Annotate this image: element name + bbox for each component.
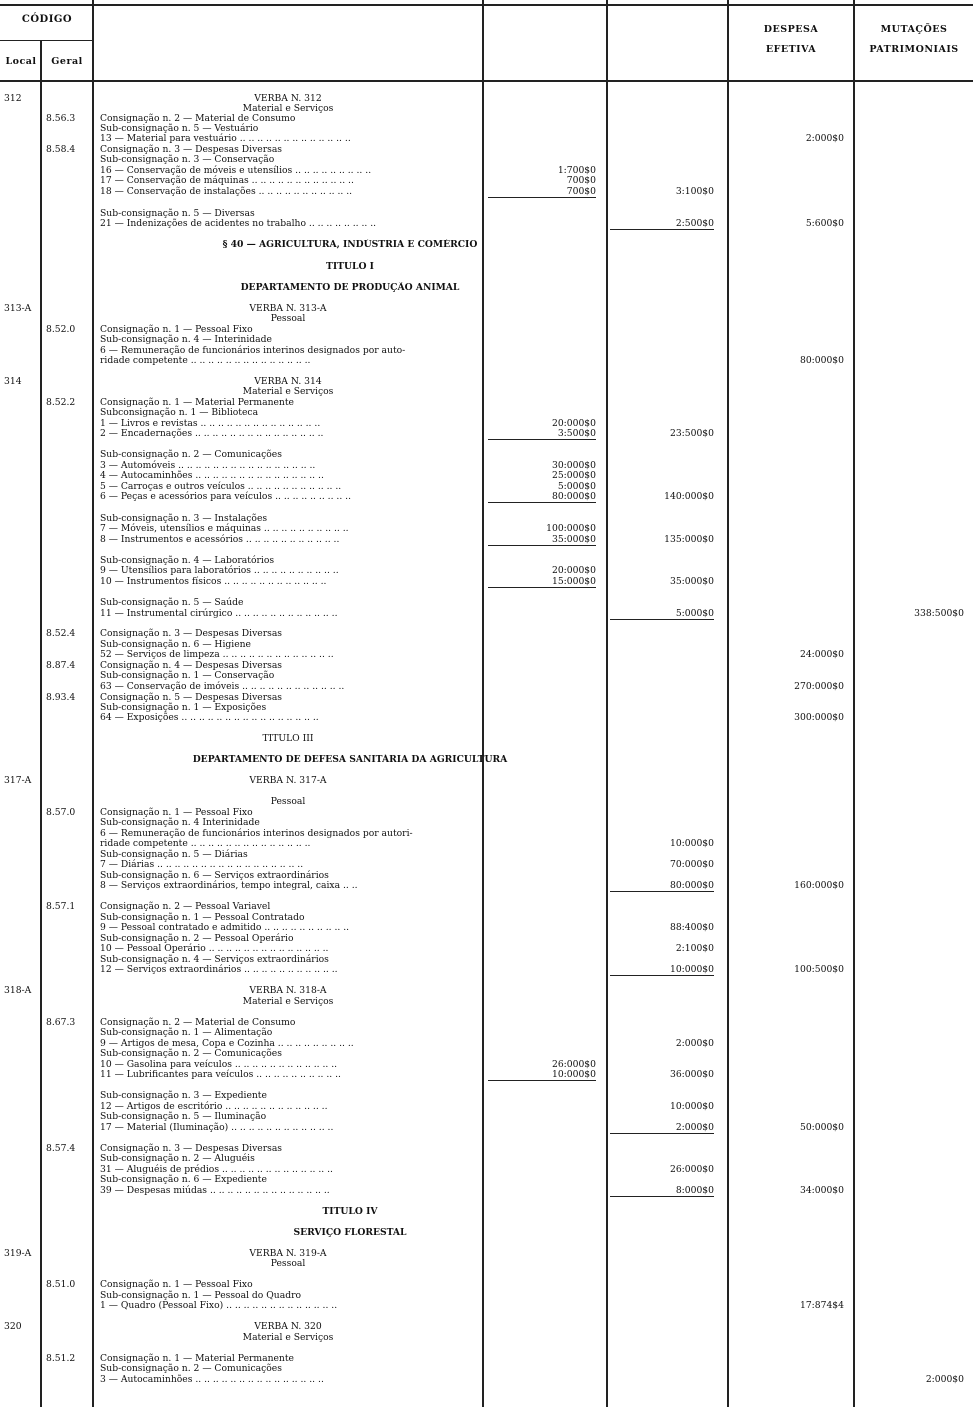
row-description: 1 — Quadro (Pessoal Fixo) .. .. .. .. .. .. .. .. .. .. .. .. .. [100,1300,338,1311]
row-description: Consignação n. 1 — Pessoal Fixo [100,324,253,335]
ledger-row [0,1185,973,1196]
codigo-geral: 8.52.0 [46,324,76,335]
ledger-row [0,154,973,165]
codigo-local: 320 [4,1321,22,1332]
amount-partial: 20:000$0 [551,418,596,429]
row-description: Material e Serviços [242,386,334,397]
row-description: Consignação n. 1 — Pessoal Fixo [100,807,253,818]
row-description: Sub-consignação n. 5 — Diárias [100,849,248,860]
amount-subtotal: 3:100$0 [675,186,714,197]
ledger-row [0,1111,973,1122]
row-description: 3 — Automóveis .. .. .. .. .. .. .. .. .. .. .. .. .. .. .. .. [100,460,316,471]
amount-partial: 26:000$0 [551,1059,596,1070]
ledger-row [0,386,973,397]
ledger-row [0,712,973,723]
amount-subtotal: 88:400$0 [669,922,714,933]
amount-subtotal: 23:500$0 [669,428,714,439]
row-description: Pessoal [270,1258,306,1269]
row-description: 9 — Utensílios para laboratórios .. .. .. .. .. .. .. .. .. .. [100,565,339,576]
row-description: SERVIÇO FLORESTAL [293,1227,407,1238]
amount-subtotal: 135:000$0 [664,534,714,545]
amount-subtotal: 10:000$0 [669,838,714,849]
row-description: 8 — Instrumentos e acessórios .. .. .. .. .. .. .. .. .. .. .. [100,534,340,545]
codigo-local: 313-A [4,303,32,314]
row-description: 7 — Diárias .. .. .. .. .. .. .. .. .. .. .. .. .. .. .. .. .. [100,859,304,870]
amount-subtotal: 5:000$0 [610,608,714,620]
row-description: 4 — Autocaminhões .. .. .. .. .. .. .. .. .. .. .. .. .. .. .. [100,470,324,481]
row-description: 13 — Material para vestuário .. .. .. .. .. .. .. .. .. .. .. .. .. [100,133,351,144]
row-description: 11 — Instrumental cirúrgico .. .. .. .. .. .. .. .. .. .. .. .. [100,608,338,619]
amount-despesa-efetiva: 24:000$0 [799,649,844,660]
row-description: VERBA N. 320 [254,1321,322,1332]
codigo-geral: 8.52.2 [46,397,76,408]
ledger-row [0,901,973,912]
amount-subtotal: 2:000$0 [675,1038,714,1049]
row-description: VERBA N. 312 [254,93,322,104]
ledger-row [0,449,973,460]
row-description: Consignação n. 4 — Despesas Diversas [100,660,283,671]
amount-despesa-efetiva: 5:600$0 [805,218,844,229]
codigo-geral: 8.93.4 [46,692,76,703]
row-description: Pessoal [270,313,306,324]
row-description: 8 — Serviços extraordinários, tempo integral, caixa .. .. [100,880,358,891]
amount-subtotal: 26:000$0 [669,1164,714,1175]
row-description: 11 — Lubrificantes para veículos .. .. .. .. .. .. .. .. .. .. [100,1069,341,1080]
ledger-row [0,1153,973,1164]
ledger-row [0,186,973,197]
row-description: Sub-consignação n. 5 — Diversas [100,208,255,219]
row-description: 9 — Pessoal contratado e admitido .. .. .. .. .. .. .. .. .. .. [100,922,350,933]
row-description: 9 — Artigos de mesa, Copa e Cozinha .. .. .. .. .. .. .. .. .. [100,1038,354,1049]
row-description: TITULO III [262,733,314,744]
codigo-local: 319-A [4,1248,32,1259]
ledger-row [0,282,973,293]
row-description: VERBA N. 318-A [249,985,327,996]
amount-subtotal: 2:000$0 [610,1122,714,1134]
ledger-row [0,523,973,534]
amount-subtotal: 2:500$0 [610,218,714,230]
amount-despesa-efetiva: 100:500$0 [794,964,844,975]
row-description: Sub-consignação n. 3 — Conservação [100,154,275,165]
header-codigo: CÓDIGO [21,14,73,25]
row-description: 17 — Material (Iluminação) .. .. .. .. .. .. .. .. .. .. .. .. [100,1122,334,1133]
row-description: Sub-consignação n. 6 — Expediente [100,1174,267,1185]
row-description: DEPARTAMENTO DE PRODUÇÃO ANIMAL [240,282,460,293]
codigo-geral: 8.57.4 [46,1143,76,1154]
row-description: 7 — Móveis, utensílios e máquinas .. .. .. .. .. .. .. .. .. .. [100,523,349,534]
amount-partial: 700$0 [488,186,596,198]
row-description: Sub-consignação n. 4 — Laboratórios [100,555,275,566]
row-description: 63 — Conservação de imóveis .. .. .. .. .. .. .. .. .. .. .. .. [100,681,345,692]
ledger-row [0,649,973,660]
row-description: Subconsignação n. 1 — Biblioteca [100,407,259,418]
row-description: Consignação n. 2 — Pessoal Variavel [100,901,271,912]
amount-despesa-efetiva: 2:000$0 [805,133,844,144]
amount-subtotal: 36:000$0 [669,1069,714,1080]
codigo-geral: 8.52.4 [46,628,76,639]
row-description: Consignação n. 1 — Material Permanente [100,397,294,408]
row-description: § 40 — AGRICULTURA, INDÚSTRIA E COMÉRCIO [222,239,478,250]
row-description: Sub-consignação n. 2 — Comunicações [100,1048,282,1059]
ledger-row [0,239,973,250]
ledger-row [0,407,973,418]
codigo-geral: 8.51.2 [46,1353,76,1364]
ledger-row [0,534,973,545]
row-description: 39 — Despesas miúdas .. .. .. .. .. .. .. .. .. .. .. .. .. .. [100,1185,330,1196]
row-description: 12 — Serviços extraordinários .. .. .. .. .. .. .. .. .. .. .. [100,964,338,975]
row-description: 10 — Gasolina para veículos .. .. .. .. .. .. .. .. .. .. .. .. [100,1059,338,1070]
amount-partial: 25:000$0 [551,470,596,481]
ledger-row [0,1374,973,1385]
amount-despesa-efetiva: 17:874$4 [799,1300,844,1311]
header-local: Local [5,56,37,67]
row-description: 3 — Autocaminhões .. .. .. .. .. .. .. .. .. .. .. .. .. .. .. [100,1374,324,1385]
amount-partial: 15:000$0 [488,576,596,588]
row-description: Sub-consignação n. 5 — Iluminação [100,1111,267,1122]
amount-subtotal: 140:000$0 [664,491,714,502]
ledger-row [0,985,973,996]
ledger-row [0,1090,973,1101]
ledger-row [0,491,973,502]
row-description: VERBA N. 317-A [249,775,327,786]
ledger-row [0,922,973,933]
ledger-row [0,1279,973,1290]
row-description: Material e Serviços [242,996,334,1007]
header-efetiva: EFETIVA [765,44,817,55]
ledger-row [0,1069,973,1080]
row-description: TITULO IV [322,1206,378,1217]
amount-partial: 5:000$0 [557,481,596,492]
codigo-geral: 8.87.4 [46,660,76,671]
row-description: Sub-consignação n. 1 — Alimentação [100,1027,273,1038]
ledger-row [0,608,973,619]
amount-despesa-efetiva: 300:000$0 [794,712,844,723]
row-description: VERBA N. 313-A [249,303,327,314]
ledger-row [0,1206,973,1217]
amount-partial: 700$0 [566,175,596,186]
ledger-row [0,796,973,807]
row-description: 64 — Exposições .. .. .. .. .. .. .. .. .. .. .. .. .. .. .. .. [100,712,319,723]
amount-despesa-efetiva: 34:000$0 [799,1185,844,1196]
ledger-row [0,175,973,186]
ledger-row [0,1048,973,1059]
ledger-row [0,261,973,272]
amount-partial: 1:700$0 [557,165,596,176]
ledger-row [0,576,973,587]
row-description: Sub-consignação n. 5 — Saúde [100,597,244,608]
amount-subtotal: 2:100$0 [675,943,714,954]
row-description: TITULO I [326,261,374,272]
row-description: 21 — Indenizações de acidentes no trabalho .. .. .. .. .. .. .. .. [100,218,377,229]
ledger-row [0,1363,973,1374]
row-description: Sub-consignação n. 3 — Expediente [100,1090,267,1101]
amount-partial: 10:000$0 [488,1069,596,1081]
row-description: Sub-consignação n. 2 — Pessoal Operário [100,933,294,944]
ledger-row [0,1174,973,1185]
amount-partial: 20:000$0 [551,565,596,576]
ledger-row [0,670,973,681]
row-description: ridade competente .. .. .. .. .. .. .. .. .. .. .. .. .. .. [100,355,311,366]
amount-mutacoes-patrimoniais: 338:500$0 [914,608,964,619]
row-description: 6 — Remuneração de funcionários interinos designados por auto- [100,345,406,356]
row-description: Sub-consignação n. 4 — Serviços extraordinários [100,954,329,965]
ledger-row [0,859,973,870]
ledger-row [0,218,973,229]
codigo-geral: 8.58.4 [46,144,76,155]
amount-partial: 80:000$0 [488,491,596,503]
codigo-geral: 8.67.3 [46,1017,76,1028]
row-description: Sub-consignação n. 1 — Exposições [100,702,267,713]
row-description: 12 — Artigos de escritório .. .. .. .. .. .. .. .. .. .. .. .. [100,1101,328,1112]
row-description: 18 — Conservação de instalações .. .. .. .. .. .. .. .. .. .. .. [100,186,353,197]
ledger-row [0,470,973,481]
ledger-row [0,775,973,786]
row-description: Material e Serviços [242,103,334,114]
row-description: Sub-consignação n. 5 — Vestuário [100,123,259,134]
amount-despesa-efetiva: 160:000$0 [794,880,844,891]
row-description: Sub-consignação n. 1 — Pessoal do Quadro [100,1290,301,1301]
row-description: Material e Serviços [242,1332,334,1343]
ledger-row [0,964,973,975]
amount-partial: 35:000$0 [488,534,596,546]
row-description: Sub-consignação n. 2 — Comunicações [100,449,282,460]
codigo-geral: 8.57.1 [46,901,76,912]
header-geral: Geral [51,56,83,67]
codigo-local: 314 [4,376,22,387]
ledger-row [0,880,973,891]
ledger-row [0,1300,973,1311]
amount-subtotal: 80:000$0 [610,880,714,892]
row-description: 6 — Peças e acessórios para veículos .. .. .. .. .. .. .. .. .. [100,491,352,502]
row-description: 1 — Livros e revistas .. .. .. .. .. .. .. .. .. .. .. .. .. .. [100,418,321,429]
amount-despesa-efetiva: 80:000$0 [799,355,844,366]
ledger-row [0,838,973,849]
ledger-row [0,996,973,1007]
row-description: Consignação n. 3 — Despesas Diversas [100,628,283,639]
codigo-geral: 8.56.3 [46,113,76,124]
row-description: 5 — Carroças e outros veículos .. .. .. .. .. .. .. .. .. .. .. [100,481,342,492]
row-description: 2 — Encadernações .. .. .. .. .. .. .. .. .. .. .. .. .. .. .. [100,428,324,439]
amount-subtotal: 35:000$0 [669,576,714,587]
ledger-row [0,817,973,828]
row-description: Sub-consignação n. 1 — Conservação [100,670,275,681]
codigo-local: 317-A [4,775,32,786]
ledger-row [0,355,973,366]
codigo-local: 318-A [4,985,32,996]
row-description: Consignação n. 5 — Despesas Diversas [100,692,283,703]
row-description: Consignação n. 3 — Despesas Diversas [100,144,283,155]
row-description: VERBA N. 314 [254,376,322,387]
row-description: Sub-consignação n. 4 Interinidade [100,817,260,828]
amount-mutacoes-patrimoniais: 2:000$0 [925,1374,964,1385]
codigo-geral: 8.51.0 [46,1279,76,1290]
row-description: Sub-consignação n. 2 — Comunicações [100,1363,282,1374]
row-description: Sub-consignação n. 6 — Serviços extraordinários [100,870,329,881]
header-mutacoes: MUTAÇÕES [880,24,948,35]
row-description: Sub-consignação n. 4 — Interinidade [100,334,272,345]
ledger-row [0,1332,973,1343]
codigo-local: 312 [4,93,22,104]
row-description: Consignação n. 2 — Material de Consumo [100,1017,296,1028]
ledger-row [0,1258,973,1269]
ledger-row [0,1227,973,1238]
row-description: 52 — Serviços de limpeza .. .. .. .. .. .. .. .. .. .. .. .. .. [100,649,334,660]
row-description: Sub-consignação n. 3 — Instalações [100,513,268,524]
amount-subtotal: 70:000$0 [669,859,714,870]
ledger-row [0,597,973,608]
amount-partial: 30:000$0 [551,460,596,471]
row-description: 17 — Conservação de máquinas .. .. .. .. .. .. .. .. .. .. .. .. [100,175,354,186]
ledger-row [0,313,973,324]
ledger-row [0,334,973,345]
ledger-row [0,681,973,692]
amount-partial: 100:000$0 [546,523,596,534]
row-description: Pessoal [270,796,306,807]
ledger-row [0,1321,973,1332]
row-description: Consignação n. 3 — Despesas Diversas [100,1143,283,1154]
row-description: VERBA N. 319-A [249,1248,327,1259]
row-description: Consignação n. 1 — Material Permanente [100,1353,294,1364]
codigo-geral: 8.57.0 [46,807,76,818]
row-description: 10 — Instrumentos físicos .. .. .. .. .. .. .. .. .. .. .. .. [100,576,327,587]
amount-subtotal: 8:000$0 [610,1185,714,1197]
ledger-row [0,733,973,744]
header-despesa: DESPESA [763,24,819,35]
row-description: Sub-consignação n. 1 — Pessoal Contratado [100,912,305,923]
header-patrimoniais: PATRIMONIAIS [869,44,959,55]
amount-despesa-efetiva: 50:000$0 [799,1122,844,1133]
amount-despesa-efetiva: 270:000$0 [794,681,844,692]
ledger-row [0,1027,973,1038]
ledger-row [0,428,973,439]
ledger-row [0,943,973,954]
amount-subtotal: 10:000$0 [610,964,714,976]
row-description: Consignação n. 2 — Material de Consumo [100,113,296,124]
ledger-row [0,1122,973,1133]
row-description: DEPARTAMENTO DE DEFESA SANITÁRIA DA AGRICULTURA [192,754,508,765]
row-description: Sub-consignação n. 6 — Higiene [100,639,251,650]
row-description: ridade competente .. .. .. .. .. .. .. .. .. .. .. .. .. .. [100,838,311,849]
row-description: Sub-consignação n. 2 — Aluguéis [100,1153,255,1164]
row-description: 10 — Pessoal Operário .. .. .. .. .. .. .. .. .. .. .. .. .. .. [100,943,329,954]
row-description: Consignação n. 1 — Pessoal Fixo [100,1279,253,1290]
ledger-row [0,565,973,576]
amount-subtotal: 10:000$0 [669,1101,714,1112]
row-description: 31 — Aluguéis de prédios .. .. .. .. .. .. .. .. .. .. .. .. .. [100,1164,333,1175]
ledger-row [0,628,973,639]
row-description: 6 — Remuneração de funcionários interinos designados por autori- [100,828,413,839]
ledger-row [0,754,973,765]
amount-partial: 3:500$0 [488,428,596,440]
row-description: 16 — Conservação de móveis e utensílios .. .. .. .. .. .. .. .. .. [100,165,372,176]
ledger-row [0,133,973,144]
